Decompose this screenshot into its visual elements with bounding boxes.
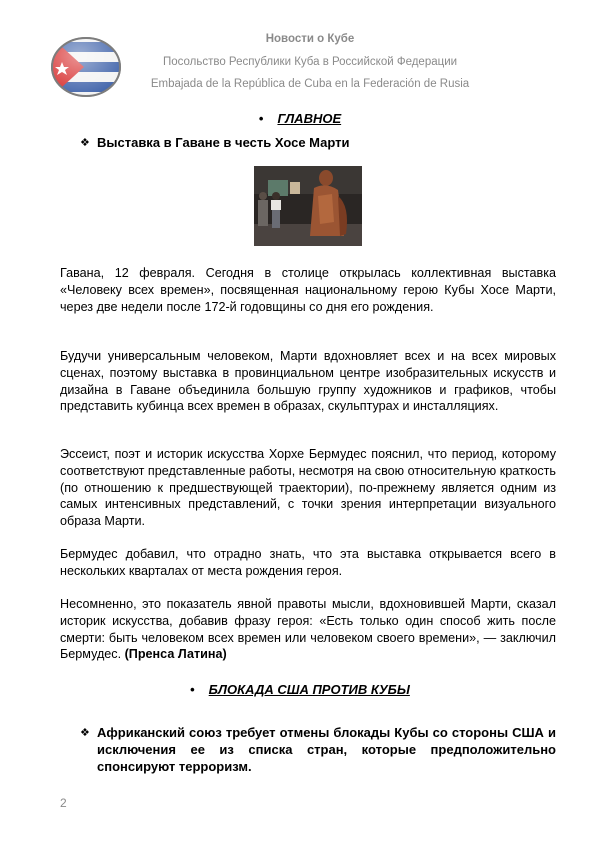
bullet-icon: • xyxy=(190,682,195,697)
page-number: 2 xyxy=(60,796,67,810)
diamond-bullet-icon: ❖ xyxy=(80,727,90,739)
article-paragraph: Бермудес добавил, что отрадно знать, что эта выставка открывается всего в нескольких кварталах от места рождения героя. xyxy=(60,547,556,578)
header-embassy-ru: Посольство Республики Куба в Российской Федерации xyxy=(162,56,458,68)
article-paragraph: Будучи универсальным человеком, Марти вдохновляет всех и на всех мировых сценах, поэтому выставка в провинциальном центре изобразительных искусств и дизайна в Гаване объединила большую группу художников и графиков, чтобы представить кубинца всех времен в образах, скульптурах и инсталляциях. xyxy=(60,349,556,414)
exhibition-photo xyxy=(254,166,362,246)
article-paragraph: Гавана, 12 февраля. Сегодня в столице открылась коллективная выставка «Человеку всех времен», посвященная национальному герою Кубы Хосе Марти, через две недели после 172-й годовщины со дня его рождения. xyxy=(60,266,556,314)
article-source: (Пренса Латина) xyxy=(124,647,227,662)
article-paragraph-last xyxy=(60,596,556,663)
section-heading-blockade xyxy=(0,682,600,697)
article-title-2 xyxy=(80,724,556,775)
article-title-text: Выставка в Гаване в честь Хосе Марти xyxy=(97,135,350,150)
article-paragraph: Эссеист, поэт и историк искусства Хорхе Бермудес пояснил, что период, которому соответствуют представленные работы, несмотря на свою относительную краткость (по отношению к предшествующей траектории), по-прежнему является одним из самых интенсивных представлений, с точки зрения интерпретации визуального образа Марти. xyxy=(60,447,556,529)
diamond-bullet-icon: ❖ xyxy=(80,137,90,149)
section-title: БЛОКАДА США ПРОТИВ КУБЫ xyxy=(208,682,410,697)
paragraph-text: Несомненно, это показатель явной правоты мысли, вдохновившей Марти, сказал историк искусства, добавив фразу героя: «Есть только один способ жить после смерти: быть человеком всех времен или человеком своего времени», — заключил Бермудес. xyxy=(60,597,556,662)
section-heading-main xyxy=(0,111,600,126)
embassy-logo xyxy=(50,36,122,98)
article-title-text: Африканский союз требует отмены блокады Кубы со стороны США и исключения ее из списка стран, которые предположительно спонсируют терроризм. xyxy=(97,725,556,774)
header-title: Новости о Кубе xyxy=(265,33,355,45)
header-embassy-es: Embajada de la República de Cuba en la Federación de Rusia xyxy=(150,78,470,90)
article-title xyxy=(80,135,350,150)
section-title: ГЛАВНОЕ xyxy=(277,111,342,126)
bullet-icon: • xyxy=(258,111,264,126)
